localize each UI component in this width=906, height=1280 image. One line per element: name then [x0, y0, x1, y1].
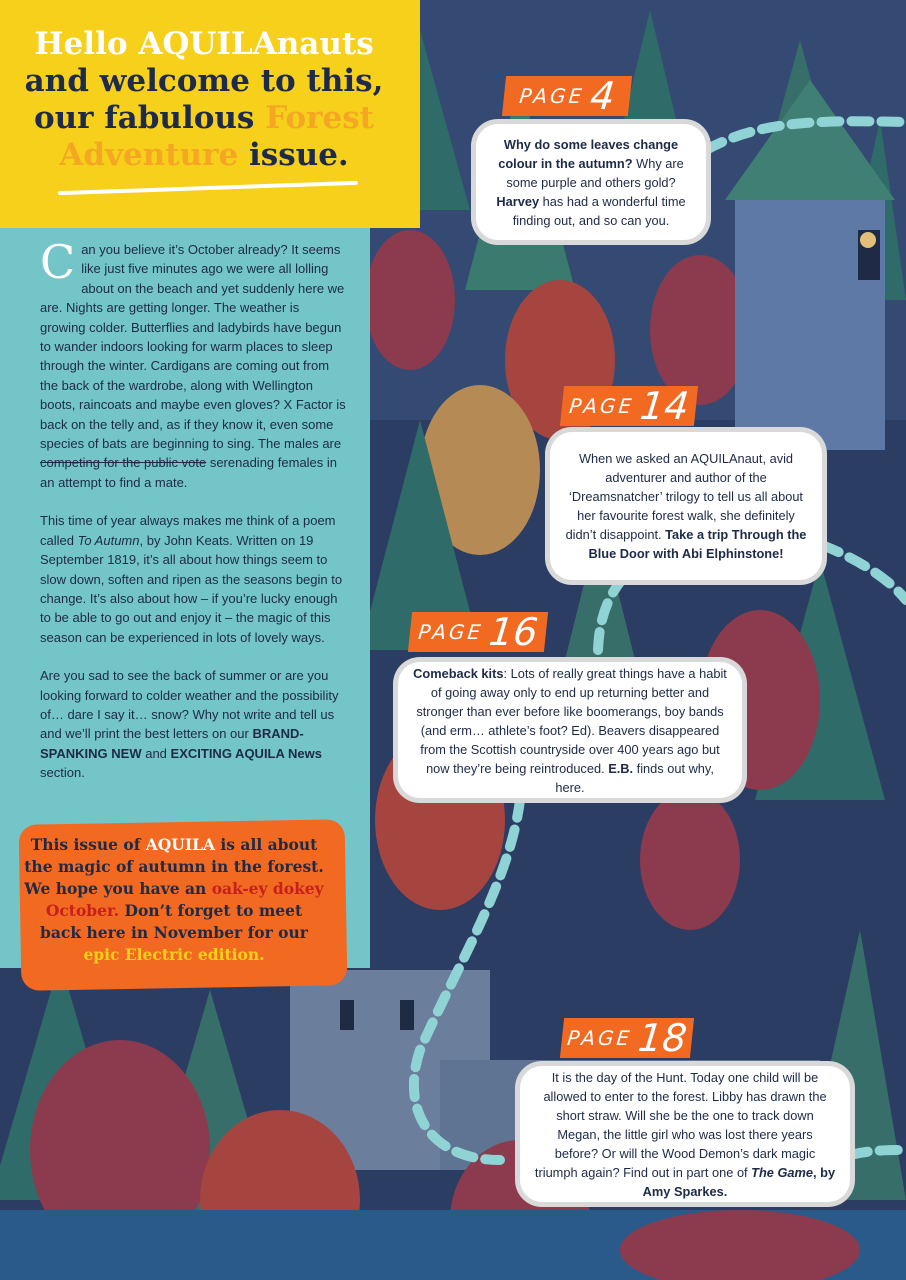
callout-t5: Don’t forget to meet back here in November for our: [40, 901, 308, 942]
page-4-text-end: has had a wonderful time finding out, and so can you.: [512, 193, 686, 228]
page-tag-14: [560, 386, 698, 426]
page-4-harvey: Harvey: [496, 193, 540, 209]
brand-spanking-new: BRAND-SPANKING NEW: [40, 726, 304, 761]
page-16-author: E.B.: [608, 760, 634, 776]
callout-text: [24, 834, 324, 966]
page-tag-4: [502, 76, 632, 116]
title-line-1: Hello AQUILAnauts: [34, 26, 374, 62]
intro-text: [40, 235, 348, 802]
aquila-news: EXCITING AQUILA News: [170, 745, 322, 761]
intro-p3-text: Are you sad to see the back of summer or are you looking forward to colder weather and the possibility of… dare I say it… snow? Why not write and tell us and we’ll print the best letters on our: [40, 668, 339, 742]
page-14-bold: Take a trip Through the Blue Door with Abi Elphinstone!: [588, 527, 807, 561]
strikethrough-text: competing for the public vote: [40, 455, 207, 471]
page-18-title: The Game: [751, 1164, 814, 1180]
page-label: PAGE: [568, 394, 636, 418]
page-4-text: Why are some purple and others gold?: [506, 155, 684, 190]
page-number: 14: [637, 384, 691, 428]
page-label: PAGE: [566, 1026, 634, 1050]
callout-t3: is all about the magic of autumn in the forest. We hope you have an: [24, 835, 324, 898]
page-tag-18: [560, 1018, 694, 1058]
page-18-author: , by Amy Sparkes.: [642, 1164, 836, 1199]
page-4-bubble: [476, 124, 706, 240]
intro-p1-text: an you believe it’s October already? It seems like just five minutes ago we were all lolling about on the beach and yet suddenly here we are. Nights are getting longer. The weather is growing colder. Butterflies and ladybirds have begun to wander indoors looking for warm places to sleep through the winter. Cardigans are coming out from the back of the wardrobe, along with Wellington boots, raincoats and maybe even gloves? X Factor is back on the telly and, as if they know it, even some species of bats are beginning to sing. The males are: [40, 242, 346, 452]
title-line-3: our fabulous: [33, 100, 266, 136]
page-16-text: : Lots of really great things have a habit of going away only to end up returning better and stronger than ever before like boomerangs, boy bands (and erm… athlete’s foot? Ed). Beavers disappeared from the Scottish countryside over 400 years ago but now they’re being reintroduced.: [416, 665, 727, 776]
page-tag-16: [408, 612, 548, 652]
page-number: 4: [588, 74, 617, 118]
title-forest: Forest: [265, 100, 375, 136]
page-number: 16: [486, 610, 540, 654]
intro-p1-end: serenading females in an attempt to find a mate.: [40, 455, 338, 490]
callout-aquila: AQUILA: [145, 835, 216, 854]
page-16-text-end: finds out why, here.: [555, 760, 714, 795]
page-14-text: When we asked an AQUILAnaut, avid adventurer and author of the ‘Dreamsnatcher’ trilogy to tell us all about her favourite forest walk, she definitely didn’t disappoint.: [565, 451, 803, 542]
title-adventure: Adventure: [59, 137, 239, 173]
page-14-bubble: [550, 432, 822, 580]
title-line-2: and welcome to this,: [24, 63, 384, 99]
page-18-text: It is the day of the Hunt. Today one child will be allowed to enter to the forest. Libby has drawn the short straw. Will she be the one to track down Megan, the little girl who was lost there years before? Or will the Wood Demon’s dark magic triumph again? Find out in part one of: [534, 1069, 827, 1180]
page-number: 18: [635, 1016, 689, 1060]
page-18-bubble: [520, 1066, 850, 1202]
intro-paragraph-2: [40, 511, 348, 647]
intro-p3-end: section.: [40, 765, 85, 781]
page-4-bold: Why do some leaves change colour in the autumn?: [498, 136, 679, 171]
page-label: PAGE: [518, 84, 586, 108]
callout-t1: This issue of: [30, 835, 146, 854]
callout-oakey: oak-ey dokey October.: [45, 879, 324, 920]
intro-p2-text: This time of year always makes me think of a poem called: [40, 513, 336, 548]
intro-p2-end: , by John Keats. Written on 19 September 1819, it’s all about how things seem to slow down, soften and ripen as the seasons begin to change. It’s also about how – if you’re lucky enough to be able to go out and enjoy it – the magic of this season can be experienced in lots of lovely ways.: [40, 532, 343, 645]
title-issue: issue.: [238, 137, 349, 173]
poem-title: To Autumn: [77, 532, 140, 548]
callout-electric: epic Electric edition.: [83, 945, 265, 964]
page-label: PAGE: [417, 620, 485, 644]
intro-paragraph-1: [40, 235, 348, 492]
page-16-bubble: [398, 662, 742, 798]
intro-paragraph-3: [40, 666, 348, 782]
drop-cap: C: [40, 235, 76, 289]
page-16-bold: Comeback kits: [413, 665, 504, 681]
page-title: [14, 26, 394, 174]
intro-p3-mid: and: [141, 745, 171, 761]
